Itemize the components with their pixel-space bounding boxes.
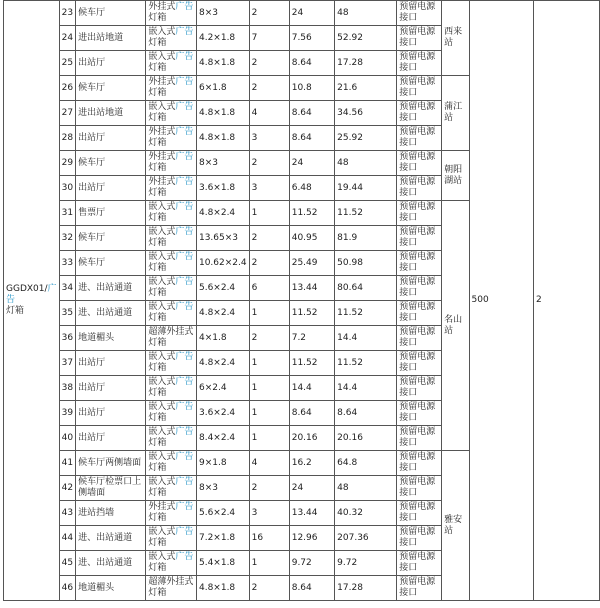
count-cell: 1 [249, 201, 289, 226]
station-cell: 名山站 [442, 201, 469, 451]
area-cell: 20.16 [289, 426, 334, 451]
area-cell: 8.64 [289, 51, 334, 76]
power-cell: 预留电源接口 [397, 401, 442, 426]
row-number: 45 [59, 551, 75, 576]
type-cell [146, 326, 197, 351]
count-cell: 1 [249, 426, 289, 451]
type-prefix: 嵌入式 [148, 227, 176, 237]
type-cell [146, 51, 197, 76]
location-cell: 候车厅 [76, 251, 146, 276]
type-prefix: 外挂式 [148, 177, 176, 187]
type-suffix: 灯箱 [148, 513, 167, 523]
type-suffix: 灯箱 [148, 63, 167, 73]
size-cell: 3.6×1.8 [196, 176, 249, 201]
size-cell: 5.6×2.4 [196, 276, 249, 301]
row-number: 33 [59, 251, 75, 276]
power-cell: 预留电源接口 [397, 176, 442, 201]
count-cell: 1 [249, 551, 289, 576]
total-area-cell: 207.36 [335, 526, 397, 551]
location-cell: 候车厅 [76, 1, 146, 26]
size-cell: 4.8×1.8 [196, 126, 249, 151]
type-prefix: 嵌入式 [148, 477, 176, 487]
location-cell: 地道楣头 [76, 576, 146, 601]
total-area-cell: 11.52 [335, 301, 397, 326]
power-cell: 预留电源接口 [397, 526, 442, 551]
type-link[interactable]: 广告 [175, 227, 194, 237]
type-prefix: 外挂式 [148, 127, 176, 137]
type-suffix: 灯箱 [148, 388, 167, 398]
total-area-cell: 17.28 [335, 576, 397, 601]
type-suffix: 灯箱 [148, 563, 167, 573]
type-prefix: 嵌入式 [148, 27, 176, 37]
area-cell: 8.64 [289, 576, 334, 601]
type-link[interactable]: 广告 [175, 502, 194, 512]
type-cell [146, 376, 197, 401]
type-link[interactable]: 广告 [175, 427, 194, 437]
location-cell: 进出站地道 [76, 101, 146, 126]
type-link[interactable]: 广告 [175, 252, 194, 262]
type-suffix: 灯箱 [148, 163, 167, 173]
type-suffix: 灯箱 [148, 113, 167, 123]
total-area-cell: 9.72 [335, 551, 397, 576]
location-cell: 出站厅 [76, 51, 146, 76]
size-cell: 4.8×1.8 [196, 101, 249, 126]
row-number: 24 [59, 26, 75, 51]
type-prefix: 嵌入式 [148, 427, 176, 437]
power-cell: 预留电源接口 [397, 26, 442, 51]
station-cell: 朝阳湖站 [442, 151, 469, 201]
type-suffix: 灯箱 [148, 538, 167, 548]
location-cell: 进站挡墙 [76, 501, 146, 526]
qty-cell: 2 [533, 1, 599, 601]
total-area-cell: 8.64 [335, 401, 397, 426]
type-link[interactable]: 广告 [175, 552, 194, 562]
size-cell: 9×1.8 [196, 451, 249, 476]
row-number: 41 [59, 451, 75, 476]
row-number: 28 [59, 126, 75, 151]
type-prefix: 嵌入式 [148, 452, 176, 462]
type-prefix: 外挂式 [148, 77, 176, 87]
station-cell: 雅安站 [442, 451, 469, 601]
count-cell: 3 [249, 176, 289, 201]
type-cell [146, 526, 197, 551]
size-cell: 5.4×1.8 [196, 551, 249, 576]
location-cell: 候车厅检票口上侧墙面 [76, 476, 146, 501]
type-cell [146, 226, 197, 251]
row-number: 35 [59, 301, 75, 326]
area-cell: 6.48 [289, 176, 334, 201]
row-number: 32 [59, 226, 75, 251]
type-cell [146, 351, 197, 376]
location-cell: 地道楣头 [76, 326, 146, 351]
area-cell: 8.64 [289, 101, 334, 126]
location-cell: 候车厅 [76, 226, 146, 251]
power-cell: 预留电源接口 [397, 501, 442, 526]
location-cell: 出站厅 [76, 401, 146, 426]
power-cell: 预留电源接口 [397, 351, 442, 376]
type-link[interactable]: 广告 [175, 352, 194, 362]
total-area-cell: 48 [335, 1, 397, 26]
station-cell: 西来站 [442, 1, 469, 76]
type-prefix: 超薄外挂式 [148, 577, 194, 587]
type-suffix: 灯箱 [148, 188, 167, 198]
area-cell: 13.44 [289, 276, 334, 301]
size-cell: 6×1.8 [196, 76, 249, 101]
row-number: 27 [59, 101, 75, 126]
row-number: 40 [59, 426, 75, 451]
area-cell: 11.52 [289, 301, 334, 326]
type-suffix: 灯箱 [148, 438, 167, 448]
total-area-cell: 21.6 [335, 76, 397, 101]
row-number: 25 [59, 51, 75, 76]
type-cell [146, 101, 197, 126]
area-cell: 11.52 [289, 201, 334, 226]
total-area-cell: 50.98 [335, 251, 397, 276]
row-number: 37 [59, 351, 75, 376]
type-link[interactable]: 广告 [175, 202, 194, 212]
count-cell: 2 [249, 151, 289, 176]
location-cell: 候车厅 [76, 151, 146, 176]
count-cell: 2 [249, 476, 289, 501]
row-number: 44 [59, 526, 75, 551]
type-link[interactable]: 广告 [175, 27, 194, 37]
row-number: 31 [59, 201, 75, 226]
item-code-suffix: 灯箱 [6, 306, 25, 316]
count-cell: 2 [249, 1, 289, 26]
type-link[interactable]: 广告 [175, 377, 194, 387]
location-cell: 售票厅 [76, 201, 146, 226]
type-cell [146, 401, 197, 426]
row-number: 30 [59, 176, 75, 201]
size-cell: 4.8×1.8 [196, 576, 249, 601]
table-body [4, 1, 600, 601]
type-cell [146, 251, 197, 276]
row-number: 36 [59, 326, 75, 351]
count-cell: 3 [249, 126, 289, 151]
power-cell: 预留电源接口 [397, 426, 442, 451]
location-cell: 出站厅 [76, 176, 146, 201]
type-cell [146, 501, 197, 526]
total-area-cell: 17.28 [335, 51, 397, 76]
count-cell: 3 [249, 501, 289, 526]
type-link[interactable]: 广告 [175, 177, 194, 187]
item-code-link[interactable]: 广告 [6, 284, 57, 305]
count-cell: 1 [249, 376, 289, 401]
total-area-cell: 11.52 [335, 201, 397, 226]
type-suffix: 灯箱 [148, 13, 167, 23]
type-prefix: 超薄外挂式 [148, 327, 194, 337]
type-link[interactable]: 广告 [175, 452, 194, 462]
total-area-cell: 19.44 [335, 176, 397, 201]
size-cell: 10.62×2.4 [196, 251, 249, 276]
location-cell: 进、出站通道 [76, 301, 146, 326]
size-cell: 8.4×2.4 [196, 426, 249, 451]
type-cell [146, 151, 197, 176]
type-cell [146, 201, 197, 226]
location-cell: 出站厅 [76, 426, 146, 451]
location-cell: 候车厅 [76, 76, 146, 101]
type-prefix: 嵌入式 [148, 352, 176, 362]
count-cell: 1 [249, 401, 289, 426]
type-suffix: 灯箱 [148, 313, 167, 323]
total-area-cell: 80.64 [335, 276, 397, 301]
row-number: 43 [59, 501, 75, 526]
area-cell: 24 [289, 151, 334, 176]
type-link[interactable]: 广告 [175, 2, 194, 12]
type-cell [146, 551, 197, 576]
area-cell: 40.95 [289, 226, 334, 251]
count-cell: 7 [249, 26, 289, 51]
type-prefix: 嵌入式 [148, 252, 176, 262]
area-cell: 7.2 [289, 326, 334, 351]
type-cell [146, 426, 197, 451]
area-cell: 11.52 [289, 351, 334, 376]
type-suffix: 灯箱 [148, 138, 167, 148]
power-cell: 预留电源接口 [397, 226, 442, 251]
count-cell: 4 [249, 101, 289, 126]
type-prefix: 外挂式 [148, 502, 176, 512]
total-area-cell: 48 [335, 476, 397, 501]
size-cell: 7.2×1.8 [196, 526, 249, 551]
item-code-cell [4, 1, 60, 601]
size-cell: 4.8×2.4 [196, 301, 249, 326]
type-link[interactable]: 广告 [175, 77, 194, 87]
type-prefix: 嵌入式 [148, 527, 176, 537]
type-link[interactable]: 广告 [175, 402, 194, 412]
total-area-cell: 52.92 [335, 26, 397, 51]
power-cell: 预留电源接口 [397, 76, 442, 101]
location-cell: 进、出站通道 [76, 526, 146, 551]
power-cell: 预留电源接口 [397, 326, 442, 351]
power-cell: 预留电源接口 [397, 126, 442, 151]
item-code-prefix: GGDX01/ [6, 284, 48, 294]
type-cell [146, 576, 197, 601]
count-cell: 2 [249, 251, 289, 276]
size-cell: 13.65×3 [196, 226, 249, 251]
row-number: 23 [59, 1, 75, 26]
size-cell: 3.6×2.4 [196, 401, 249, 426]
total-area-cell: 20.16 [335, 426, 397, 451]
area-cell: 7.56 [289, 26, 334, 51]
size-cell: 8×3 [196, 476, 249, 501]
row-number: 39 [59, 401, 75, 426]
table-row [4, 1, 600, 26]
type-prefix: 嵌入式 [148, 102, 176, 112]
count-cell: 2 [249, 576, 289, 601]
type-suffix: 灯箱 [148, 363, 167, 373]
total-area-cell: 25.92 [335, 126, 397, 151]
type-suffix: 灯箱 [148, 88, 167, 98]
ad-lightbox-table [3, 0, 600, 601]
row-number: 46 [59, 576, 75, 601]
total-area-cell: 11.52 [335, 351, 397, 376]
row-number: 26 [59, 76, 75, 101]
row-number: 42 [59, 476, 75, 501]
type-cell [146, 276, 197, 301]
count-cell: 6 [249, 276, 289, 301]
power-cell: 预留电源接口 [397, 51, 442, 76]
location-cell: 进出站地道 [76, 26, 146, 51]
type-prefix: 嵌入式 [148, 277, 176, 287]
type-cell [146, 451, 197, 476]
type-suffix: 灯箱 [148, 213, 167, 223]
size-cell: 4×1.8 [196, 326, 249, 351]
power-cell: 预留电源接口 [397, 451, 442, 476]
power-cell: 预留电源接口 [397, 201, 442, 226]
location-cell: 进、出站通道 [76, 276, 146, 301]
count-cell: 2 [249, 226, 289, 251]
type-suffix: 灯箱 [148, 588, 167, 598]
area-cell: 9.72 [289, 551, 334, 576]
type-link[interactable]: 广告 [175, 152, 194, 162]
total-area-cell: 14.4 [335, 376, 397, 401]
area-cell: 24 [289, 1, 334, 26]
power-cell: 预留电源接口 [397, 576, 442, 601]
size-cell: 4.8×1.8 [196, 51, 249, 76]
power-cell: 预留电源接口 [397, 551, 442, 576]
type-link[interactable]: 广告 [175, 302, 194, 312]
type-prefix: 嵌入式 [148, 302, 176, 312]
type-prefix: 嵌入式 [148, 552, 176, 562]
area-cell: 10.8 [289, 76, 334, 101]
station-cell: 蒲江站 [442, 76, 469, 151]
area-cell: 8.64 [289, 126, 334, 151]
type-prefix: 嵌入式 [148, 377, 176, 387]
size-cell: 4.8×2.4 [196, 351, 249, 376]
type-prefix: 外挂式 [148, 152, 176, 162]
type-prefix: 嵌入式 [148, 202, 176, 212]
type-suffix: 灯箱 [148, 238, 167, 248]
area-cell: 25.49 [289, 251, 334, 276]
size-cell: 8×3 [196, 1, 249, 26]
row-number: 34 [59, 276, 75, 301]
area-cell: 13.44 [289, 501, 334, 526]
type-suffix: 灯箱 [148, 38, 167, 48]
type-prefix: 外挂式 [148, 2, 176, 12]
count-cell: 4 [249, 451, 289, 476]
power-cell: 预留电源接口 [397, 1, 442, 26]
type-cell [146, 301, 197, 326]
type-cell [146, 26, 197, 51]
power-cell: 预留电源接口 [397, 376, 442, 401]
type-prefix: 嵌入式 [148, 402, 176, 412]
power-cell: 预留电源接口 [397, 101, 442, 126]
total-area-cell: 48 [335, 151, 397, 176]
row-number: 29 [59, 151, 75, 176]
total-area-cell: 34.56 [335, 101, 397, 126]
count-cell: 2 [249, 76, 289, 101]
count-cell: 16 [249, 526, 289, 551]
type-cell [146, 476, 197, 501]
type-suffix: 灯箱 [148, 263, 167, 273]
area-cell: 16.2 [289, 451, 334, 476]
power-cell: 预留电源接口 [397, 251, 442, 276]
size-cell: 4.2×1.8 [196, 26, 249, 51]
type-prefix: 嵌入式 [148, 52, 176, 62]
type-suffix: 灯箱 [148, 288, 167, 298]
power-cell: 预留电源接口 [397, 276, 442, 301]
area-cell: 24 [289, 476, 334, 501]
power-cell: 预留电源接口 [397, 476, 442, 501]
type-suffix: 灯箱 [148, 488, 167, 498]
size-cell: 4.8×2.4 [196, 201, 249, 226]
type-cell [146, 126, 197, 151]
location-cell: 进、出站通道 [76, 551, 146, 576]
type-link[interactable]: 广告 [175, 52, 194, 62]
size-cell: 8×3 [196, 151, 249, 176]
location-cell: 候车厅两侧墙面 [76, 451, 146, 476]
size-cell: 5.6×2.4 [196, 501, 249, 526]
type-link[interactable]: 广告 [175, 477, 194, 487]
type-link[interactable]: 广告 [175, 277, 194, 287]
location-cell: 出站厅 [76, 126, 146, 151]
area-cell: 12.96 [289, 526, 334, 551]
location-cell: 出站厅 [76, 376, 146, 401]
type-link[interactable]: 广告 [175, 527, 194, 537]
count-cell: 1 [249, 351, 289, 376]
count-cell: 1 [249, 301, 289, 326]
total-area-cell: 81.9 [335, 226, 397, 251]
power-cell: 预留电源接口 [397, 151, 442, 176]
location-cell: 出站厅 [76, 351, 146, 376]
total-area-cell: 40.32 [335, 501, 397, 526]
type-suffix: 灯箱 [148, 413, 167, 423]
count-cell: 2 [249, 51, 289, 76]
type-cell [146, 176, 197, 201]
type-cell [146, 1, 197, 26]
type-link[interactable]: 广告 [175, 127, 194, 137]
power-cell: 预留电源接口 [397, 301, 442, 326]
price-cell: 500 [469, 1, 533, 601]
count-cell: 2 [249, 326, 289, 351]
type-suffix: 灯箱 [148, 338, 167, 348]
area-cell: 8.64 [289, 401, 334, 426]
total-area-cell: 64.8 [335, 451, 397, 476]
row-number: 38 [59, 376, 75, 401]
total-area-cell: 14.4 [335, 326, 397, 351]
type-suffix: 灯箱 [148, 463, 167, 473]
type-cell [146, 76, 197, 101]
size-cell: 6×2.4 [196, 376, 249, 401]
area-cell: 14.4 [289, 376, 334, 401]
type-link[interactable]: 广告 [175, 102, 194, 112]
